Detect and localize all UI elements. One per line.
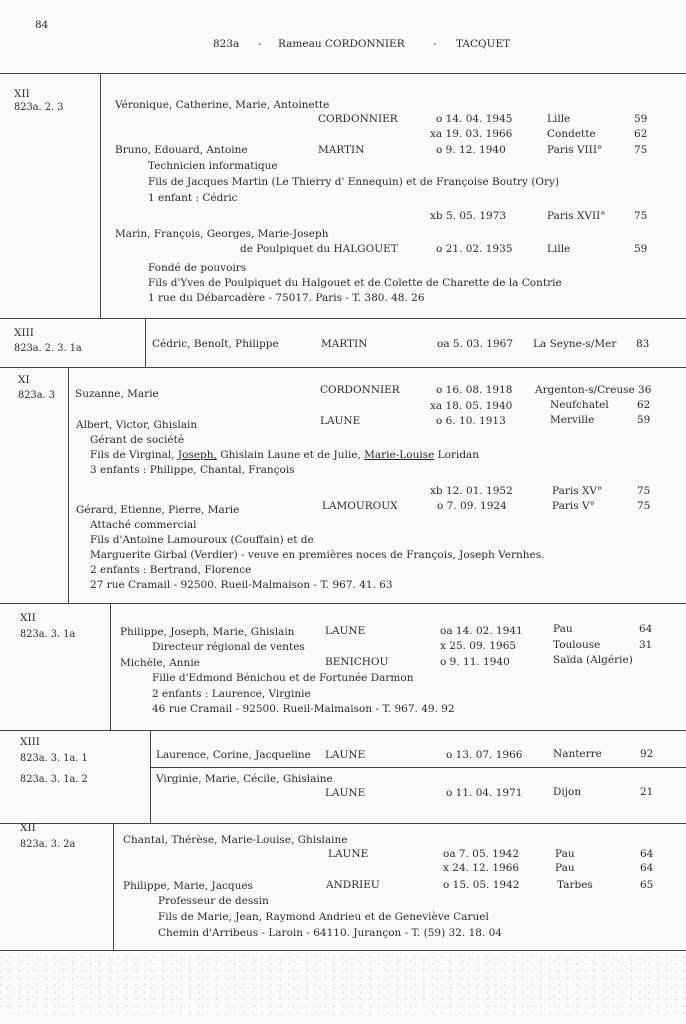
person-given-names: Albert, Victor, Ghislain xyxy=(76,419,198,431)
section-divider xyxy=(0,950,686,951)
generation: XIII xyxy=(14,327,34,339)
header-branch: Rameau CORDONNIER xyxy=(278,38,405,50)
birth-place: Pau xyxy=(553,623,573,635)
birth-date: oa 5. 03. 1967 xyxy=(437,338,514,350)
birth-place: Argenton-s/Creuse 36 xyxy=(535,384,652,396)
person-given-names: Laurence, Corine, Jacqueline xyxy=(156,749,311,761)
marriage-date: xb 5. 05. 1973 xyxy=(430,210,507,222)
column-divider xyxy=(110,603,111,730)
birth-place: Lille xyxy=(547,113,571,125)
birth-place: Paris VIII° xyxy=(547,144,603,156)
dept-code: 83 xyxy=(636,338,650,350)
dept-code: 75 xyxy=(634,210,648,222)
person-given-names: Véronique, Catherine, Marie, Antoinette xyxy=(115,99,330,111)
address-line: 1 rue du Débarcadère - 75017. Paris - T. 380. 48. 26 xyxy=(148,292,425,304)
section-divider xyxy=(0,603,686,604)
birth-date: o 9. 11. 1940 xyxy=(440,656,510,668)
dept-code: 59 xyxy=(634,243,648,255)
marriage-place: Toulouse xyxy=(553,639,601,651)
parents-line: Fils d'Antoine Lamouroux (Couffain) et de xyxy=(90,534,314,546)
birth-date: o 9. 12. 1940 xyxy=(436,144,506,156)
section-divider xyxy=(0,823,686,824)
person-given-names: Michèle, Annie xyxy=(120,657,200,669)
birth-date: o 21. 02. 1935 xyxy=(436,243,513,255)
section-divider xyxy=(0,367,686,368)
birth-date: oa 7. 05. 1942 xyxy=(443,848,520,860)
birth-place: Pau xyxy=(555,848,575,860)
dept-code: 75 xyxy=(634,144,648,156)
person-given-names: Chantal, Thérèse, Marie-Louise, Ghislaine xyxy=(123,834,348,846)
dept-code: 59 xyxy=(637,414,651,426)
generation: XII xyxy=(14,88,30,100)
birth-place: Dijon xyxy=(553,786,582,798)
person-surname: ANDRIEU xyxy=(326,879,380,891)
occupation: Directeur régional de ventes xyxy=(152,641,305,653)
birth-place: Merville xyxy=(550,414,595,426)
person-surname: LAUNE xyxy=(325,749,366,761)
parents-line: Fils de Marie, Jean, Raymond Andrieu et de Geneviève Caruel xyxy=(158,911,489,923)
person-surname: de Poulpiquet du HALGOUET xyxy=(240,243,398,255)
marriage-place: Paris XVII° xyxy=(547,210,606,222)
generation: XIII xyxy=(20,736,40,748)
entry-code: 823a. 3. 1a xyxy=(20,629,76,640)
generation: XII xyxy=(20,612,36,624)
occupation: Fondé de pouvoirs xyxy=(148,262,247,274)
children-line: 2 enfants : Laurence, Virginie xyxy=(152,688,311,700)
occupation: Technicien informatique xyxy=(148,160,278,172)
person-surname: LAUNE xyxy=(328,848,369,860)
birth-place: Saïda (Algérie) xyxy=(553,654,633,666)
entry-code: 823a. 3. 2a xyxy=(20,839,76,850)
marriage-date: xa 18. 05. 1940 xyxy=(430,400,513,412)
person-surname: MARTIN xyxy=(318,144,365,156)
column-divider xyxy=(113,823,114,950)
person-given-names: Bruno, Edouard, Antoine xyxy=(115,144,248,156)
entry-code: 823a. 2. 3. 1a xyxy=(14,343,82,354)
birth-date: o 16. 08. 1918 xyxy=(436,384,513,396)
section-divider xyxy=(0,73,686,74)
children-line: 1 enfant : Cédric xyxy=(148,192,238,204)
person-given-names: Gérard, Etienne, Pierre, Marie xyxy=(76,504,240,516)
parents-line: Fille d'Edmond Bénichou et de Fortunée Darmon xyxy=(152,672,414,684)
occupation: Professeur de dessin xyxy=(158,895,269,907)
person-surname: CORDONNIER xyxy=(318,113,398,125)
entry-code: 823a. 2. 3 xyxy=(14,102,64,113)
marriage-date: x 25. 09. 1965 xyxy=(440,640,517,652)
person-given-names: Virginie, Marie, Cécile, Ghislaine xyxy=(156,773,333,785)
person-surname: LAMOUROUX xyxy=(322,500,398,512)
person-surname: MARTIN xyxy=(321,338,368,350)
marriage-place: Neufchatel xyxy=(550,399,609,411)
birth-date: o 7. 09. 1924 xyxy=(437,500,507,512)
occupation: Gérant de société xyxy=(90,434,185,446)
entry-code: 823a. 3 xyxy=(18,390,56,401)
dept-code: 65 xyxy=(640,879,654,891)
marriage-place: Condette xyxy=(547,128,596,140)
address-line: 46 rue Cramail - 92500. Rueil-Malmaison - T. 967. 49. 92 xyxy=(152,703,455,715)
person-surname: CORDONNIER xyxy=(320,384,400,396)
birth-date: oa 14. 02. 1941 xyxy=(440,625,523,637)
section-divider xyxy=(0,730,686,731)
dept-code: 64 xyxy=(639,623,653,635)
person-given-names: Marin, François, Georges, Marie-Joseph xyxy=(115,228,329,240)
person-surname: LAUNE xyxy=(325,787,366,799)
occupation: Attaché commercial xyxy=(90,519,197,531)
header-spouse: TACQUET xyxy=(456,38,511,50)
birth-place: Lille xyxy=(547,243,571,255)
header-code: 823a xyxy=(213,38,240,50)
person-surname: BENICHOU xyxy=(325,656,389,668)
birth-place: Paris V° xyxy=(552,500,595,512)
birth-date: o 13. 07. 1966 xyxy=(446,749,523,761)
birth-date: o 11. 04. 1971 xyxy=(446,787,523,799)
birth-date: o 14. 04. 1945 xyxy=(436,113,513,125)
person-given-names: Philippe, Marie, Jacques xyxy=(123,880,253,892)
dept-code: 75 xyxy=(637,485,651,497)
birth-place: La Seyne-s/Mer xyxy=(533,338,617,350)
marriage-date: xb 12. 01. 1952 xyxy=(430,485,513,497)
dept-code: 62 xyxy=(634,128,648,140)
person-given-names: Philippe, Joseph, Marie, Ghislain xyxy=(120,626,295,638)
birth-place: Nanterre xyxy=(553,748,602,760)
dept-code: 21 xyxy=(640,786,654,798)
address-line: 27 rue Cramail - 92500. Rueil-Malmaison - T. 967. 41. 63 xyxy=(90,579,393,591)
parents-line: Fils de Virginal, Joseph, Ghislain Laune et de Julie, Marie-Louise Loridan xyxy=(90,449,480,461)
dept-code: 59 xyxy=(634,113,648,125)
header-dash: - xyxy=(433,38,437,50)
birth-date: o 15. 05. 1942 xyxy=(443,879,520,891)
dept-code: 75 xyxy=(637,500,651,512)
children-line: 2 enfants : Bertrand, Florence xyxy=(90,564,252,576)
dept-code: 31 xyxy=(639,639,653,651)
birth-date: o 6. 10. 1913 xyxy=(436,415,506,427)
dept-code: 64 xyxy=(640,862,654,874)
marriage-date: xa 19. 03. 1966 xyxy=(430,128,513,140)
column-divider xyxy=(145,318,146,367)
column-divider xyxy=(68,367,69,603)
generation: XII xyxy=(20,822,36,834)
scan-noise xyxy=(0,955,686,1015)
entry-code: 823a. 3. 1a. 2 xyxy=(20,774,88,785)
person-surname: LAUNE xyxy=(320,415,361,427)
row-divider xyxy=(150,767,686,768)
address-line: Chemin d'Arribeus - Laroin - 64110. Jurançon - T. (59) 32. 18. 04 xyxy=(158,927,502,939)
marriage-date: x 24. 12. 1966 xyxy=(443,862,520,874)
person-surname: LAUNE xyxy=(325,625,366,637)
column-divider xyxy=(100,73,101,318)
dept-code: 64 xyxy=(640,848,654,860)
marriage-place: Pau xyxy=(555,862,575,874)
dept-code: 92 xyxy=(640,748,654,760)
parents-line: Marguerite Girbal (Verdier) - veuve en premières noces de François, Joseph Vernhes. xyxy=(90,549,545,561)
marriage-place: Paris XV° xyxy=(552,485,603,497)
dept-code: 62 xyxy=(637,399,651,411)
header-dash: - xyxy=(258,38,262,50)
person-given-names: Suzanne, Marie xyxy=(75,388,159,400)
parents-line: Fils de Jacques Martin (Le Thierry d' Ennequin) et de Françoise Boutry (Ory) xyxy=(148,176,560,188)
birth-place: Tarbes xyxy=(557,879,593,891)
entry-code: 823a. 3. 1a. 1 xyxy=(20,753,88,764)
generation: XI xyxy=(18,374,30,386)
person-given-names: Cédric, Benoît, Philippe xyxy=(152,338,279,350)
column-divider xyxy=(150,730,151,823)
page-number: 84 xyxy=(35,19,49,31)
parents-line: Fils d'Yves de Poulpiquet du Halgouet et de Colette de Charette de la Contrie xyxy=(148,277,562,289)
section-divider xyxy=(0,318,686,319)
children-line: 3 enfants : Philippe, Chantal, François xyxy=(90,464,295,476)
